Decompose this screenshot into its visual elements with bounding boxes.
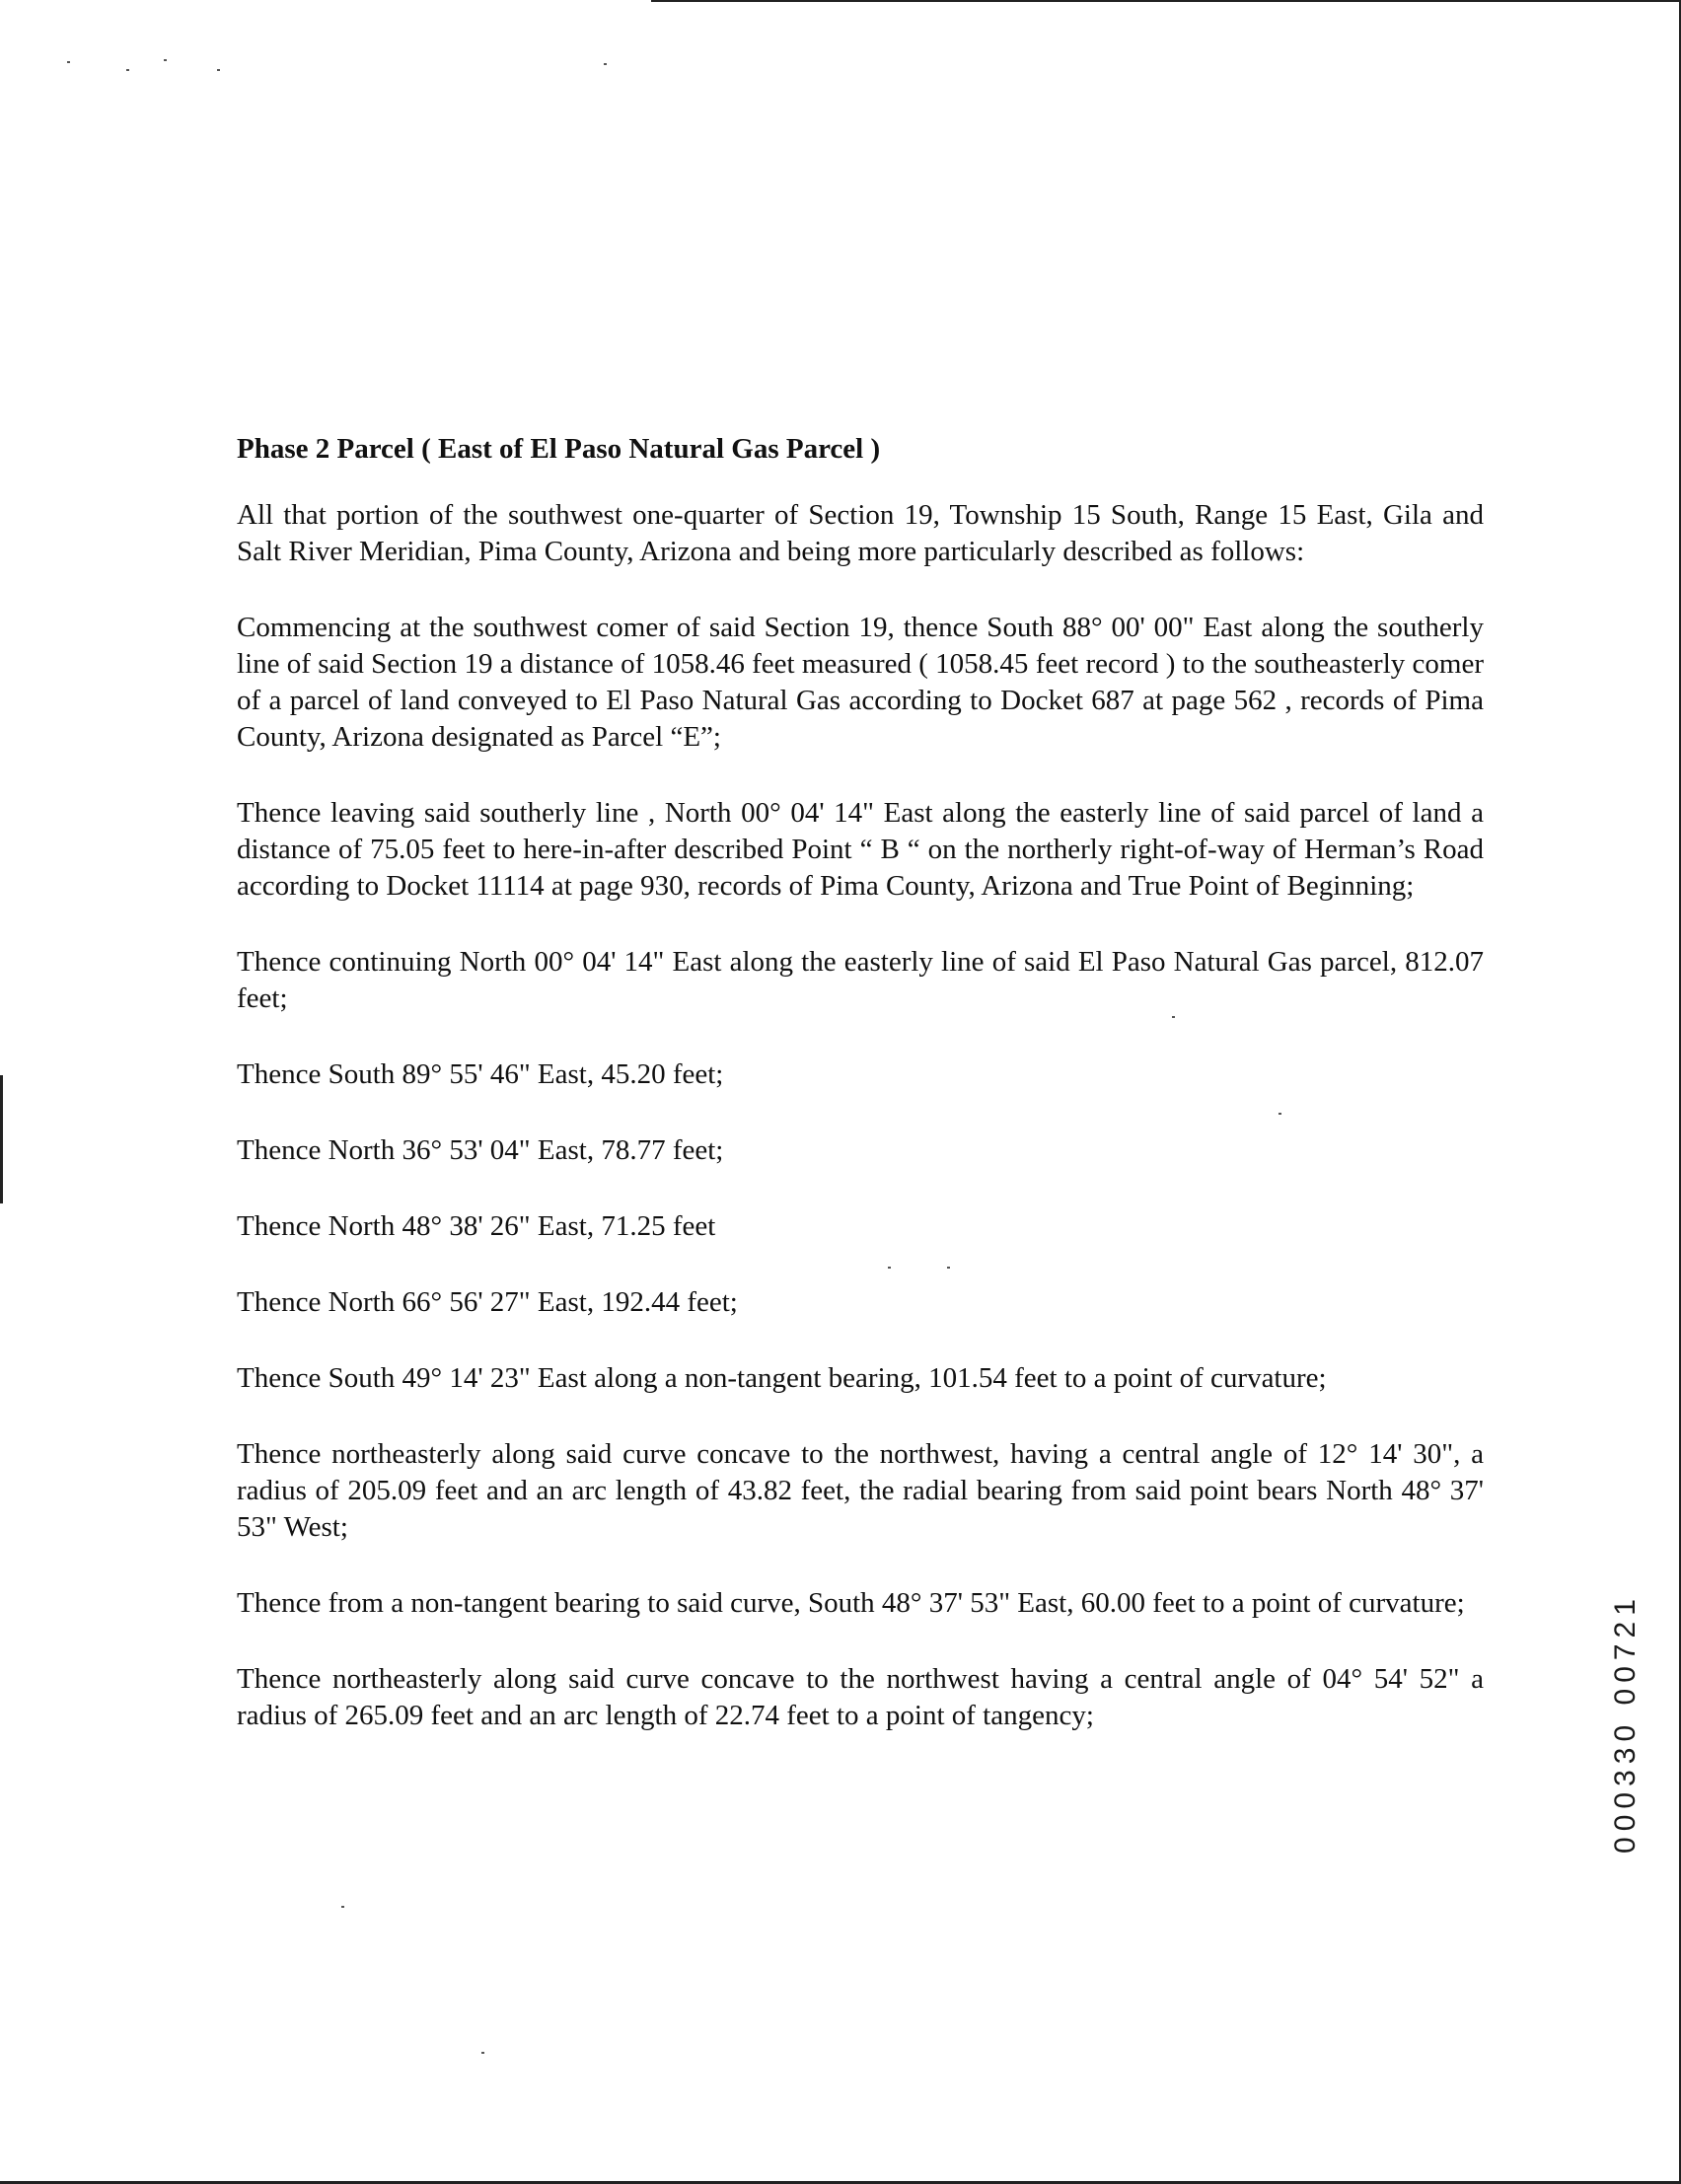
paragraph-course-4: Thence North 48° 38' 26" East, 71.25 feet <box>237 1210 716 1242</box>
paragraph-course-2: Thence South 89° 55' 46" East, 45.20 feet; <box>237 1058 724 1090</box>
scan-speck <box>126 69 129 71</box>
scan-speck <box>604 63 607 65</box>
scan-speck <box>481 2052 484 2054</box>
scan-edge-left-mark <box>0 1075 3 1203</box>
scan-speck <box>164 59 167 61</box>
document-body <box>237 430 1484 1774</box>
paragraph-course-7: Thence from a non-tangent bearing to said curve, South 48° 37' 53" East, 60.00 feet to a point of curvature; <box>237 1587 1465 1619</box>
document-heading: Phase 2 Parcel ( East of El Paso Natural Gas Parcel ) <box>237 433 881 465</box>
paragraph-course-1: Thence continuing North 00° 04' 14" East along the easterly line of said El Paso Natural Gas parcel, 812.07 feet; <box>237 946 1484 1014</box>
paragraph-curve-2: Thence northeasterly along said curve concave to the northwest having a central angle of 04° 54' 52" a radius of 265.09 feet and an arc length of 22.74 feet to a point of tangency; <box>237 1663 1484 1731</box>
scan-speck <box>217 69 220 71</box>
paragraph-description: All that portion of the southwest one-quarter of Section 19, Township 15 South, Range 15 East, Gila and Salt River Meridian, Pima County, Arizona and being more particularly described as follows: <box>237 499 1484 567</box>
scan-edge-top <box>651 0 1681 2</box>
scan-speck <box>341 1906 344 1908</box>
side-stamp-text: 000330 00721 <box>1609 1593 1642 1854</box>
paragraph-course-3: Thence North 36° 53' 04" East, 78.77 feet; <box>237 1134 724 1166</box>
paragraph-point-of-beginning: Thence leaving said southerly line , North 00° 04' 14" East along the easterly line of said parcel of land a distance of 75.05 feet to here-in-after described Point “ B “ on the northerly right-of-way of Herman’s Road according to Docket 11114 at page 930, records of Pima County, Arizona and True Point of Beginning; <box>237 797 1484 902</box>
paragraph-course-5: Thence North 66° 56' 27" East, 192.44 feet; <box>237 1286 738 1318</box>
paragraph-commencing: Commencing at the southwest comer of said Section 19, thence South 88° 00' 00" East along the southerly line of said Section 19 a distance of 1058.46 feet measured ( 1058.45 feet record ) to the southeasterly comer of a parcel of land conveyed to El Paso Natural Gas according to Docket 687 at page 562 , records of Pima County, Arizona designated as Parcel “E”; <box>237 612 1484 753</box>
paragraph-curve-1: Thence northeasterly along said curve concave to the northwest, having a central angle of 12° 14' 30", a radius of 205.09 feet and an arc length of 43.82 feet, the radial bearing from said point bears North 48° 37' 53" West; <box>237 1438 1484 1543</box>
side-stamp <box>1596 1590 1655 1856</box>
scan-speck <box>67 61 70 63</box>
paragraph-course-6: Thence South 49° 14' 23" East along a non-tangent bearing, 101.54 feet to a point of curvature; <box>237 1362 1327 1394</box>
